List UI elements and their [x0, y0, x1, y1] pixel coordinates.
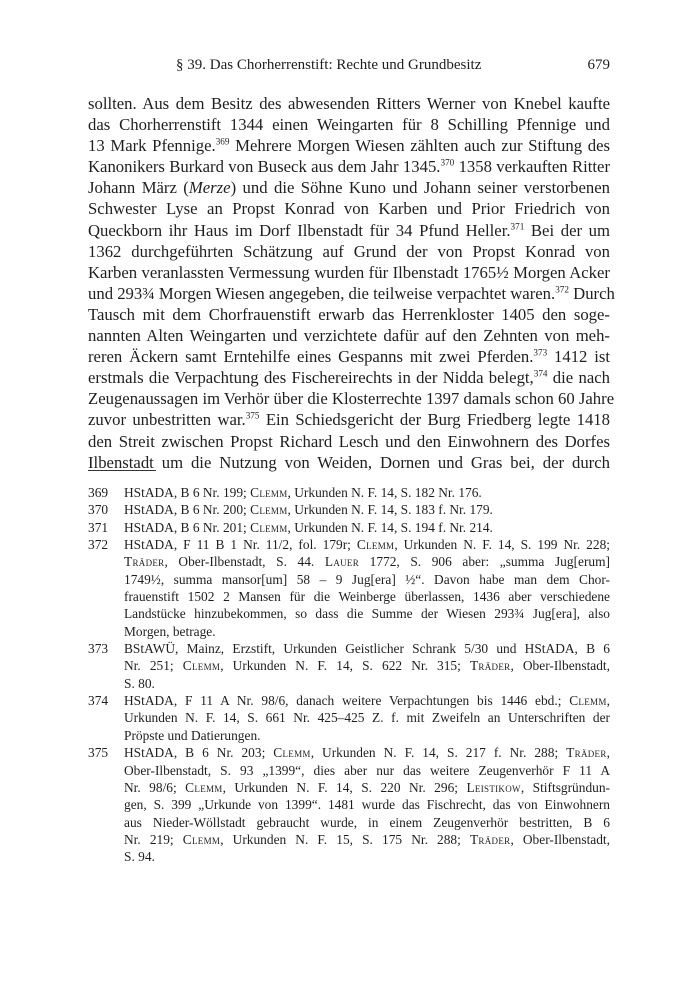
text-run: 1362 durchgeführten Schätzung auf Grund der von Propst Konrad von: [88, 241, 610, 261]
footnote-line: [124, 588, 610, 605]
body-line: [88, 346, 610, 367]
footnote-line: [124, 692, 610, 709]
text-run: Johann März (: [88, 178, 189, 198]
footnotes: [88, 484, 610, 866]
body-line: [88, 262, 610, 283]
text-run: Zeugenaussagen im Verhör über die Klosterrechte 1397 damals schon 60 Jahre: [88, 389, 615, 409]
text-run: Tausch mit dem Chorfrauenstift erwarb das Herrenkloster 1405 den soge-: [88, 304, 610, 324]
body-line: [88, 156, 610, 177]
text-run: ,: [606, 693, 610, 709]
footnote-line: [124, 709, 610, 726]
body-line: [88, 409, 610, 430]
text-run: Landstücke hinzubekommen, so dass die Summe der Wiesen 293¾ Jug[era], also: [124, 606, 610, 622]
author-name: Clemm: [250, 502, 288, 518]
text-run: HStADA, F 11 B 1 Nr. 11/2, fol. 179r;: [124, 537, 357, 553]
text-run: Karben veranlassten Vermessung wurden für Ilbenstadt 1765½ Morgen Acker: [88, 262, 610, 282]
text-run: zuvor unbestritten war.: [88, 410, 246, 430]
text-run: den Streit zwischen Propst Richard Lesch und den Einwohnern des Dorfes: [88, 431, 610, 451]
author-name: Träder: [124, 554, 165, 570]
body-line: [88, 304, 610, 325]
footnote-line: [124, 553, 610, 570]
text-run: , Stiftsgründun-: [520, 779, 610, 795]
footnote-line: [124, 536, 610, 553]
text-run: ,: [606, 745, 610, 761]
body-line: [88, 388, 615, 409]
text-run: frauenstift 1502 2 Mansen für die Weinberge überlassen, 1436 aber verschiedene: [124, 589, 610, 605]
text-run: , Urkunden N. F. 14, S. 182 Nr. 176.: [287, 485, 482, 500]
footnote-number: 370: [88, 502, 109, 518]
footnote-reference: 370: [440, 157, 455, 168]
author-name: Träder: [469, 658, 511, 674]
footnote-line: [124, 848, 610, 865]
text-run: nannten Alten Weingarten und verzichtete dafür auf den Zehnten von meh-: [88, 326, 610, 346]
footnote-line: [124, 640, 610, 657]
text-run: , Urkunden N. F. 14, S. 217 f. Nr. 288;: [310, 745, 567, 761]
footnote: [88, 640, 610, 692]
author-name: Clemm: [182, 658, 221, 674]
text-run: S. 80.: [124, 675, 155, 691]
footnote-line: [124, 727, 610, 744]
footnote: [88, 519, 610, 536]
text-run: Mehrere Morgen Wiesen zählten auch zur Stiftung des: [229, 136, 610, 156]
text-run: Urkunden N. F. 14, S. 661 Nr. 425–425 Z. f. mit Zweifeln an Unterschriften der: [124, 710, 610, 726]
text-run: , Urkunden N. F. 14, S. 622 Nr. 315;: [220, 658, 470, 674]
footnote: [88, 501, 610, 518]
main-text: [88, 93, 615, 473]
footnote-number: 375: [88, 745, 109, 761]
running-header: [88, 54, 610, 76]
footnote-reference: 371: [510, 221, 525, 231]
text-run: HStADA, B 6 Nr. 200;: [124, 502, 251, 518]
text-run: sollten. Aus dem Besitz des abwesenden Ritters Werner von Knebel kaufte: [88, 94, 610, 113]
footnote-line: [124, 814, 610, 831]
text-run: Ein Schiedsgericht der Burg Friedberg legte 1418: [259, 410, 610, 430]
footnote-line: [124, 484, 610, 501]
author-name: Träder: [469, 831, 511, 847]
footnote-number: 372: [88, 537, 109, 553]
footnote-line: [124, 675, 610, 692]
body-line: [88, 114, 610, 135]
author-name: Clemm: [356, 537, 395, 553]
body-line: [88, 283, 615, 304]
text-run: Pröpste und Datierungen.: [124, 727, 261, 743]
footnote-line: [124, 796, 610, 813]
footnote-reference: 374: [533, 368, 548, 379]
text-run: HStADA, F 11 A Nr. 98/6, danach weitere Verpachtungen bis 1446 ebd.;: [124, 693, 570, 709]
text-run: Ober-Ilbenstadt, S. 93 „1399“, dies aber nur das weitere Zeugenverhör F 11 A: [124, 762, 610, 778]
italic-text: Merze: [188, 178, 231, 198]
footnote-number: 371: [88, 519, 109, 535]
text-run: 13 Mark Pfennige.: [88, 136, 216, 156]
footnote-line: [124, 501, 610, 518]
body-line: [88, 367, 610, 388]
footnote: [88, 484, 610, 501]
footnote-line: [124, 744, 610, 761]
text-run: Nr. 98/6;: [124, 779, 186, 795]
text-run: , Urkunden N. F. 14, S. 199 Nr. 228;: [394, 537, 610, 553]
body-line: [88, 431, 610, 452]
footnote-line: [124, 762, 610, 779]
page-number: 679: [587, 57, 610, 73]
body-line: [88, 93, 610, 114]
text-run: , Urkunden N. F. 15, S. 175 Nr. 288;: [220, 831, 470, 847]
text-run: Nr. 219;: [124, 831, 183, 847]
body-line: [88, 135, 610, 156]
footnote-line: [124, 831, 610, 848]
footnote-line: [124, 519, 610, 536]
text-run: erstmals die Verpachtung des Fischereirechts in der Nidda belegt,: [88, 368, 534, 388]
body-line: [88, 241, 610, 262]
author-name: Lauer: [324, 554, 360, 570]
text-run: S. 94.: [124, 849, 155, 865]
text-run: gen, S. 399 „Urkunde von 1399“. 1481 wurde das Fischrecht, das von Einwohnern: [124, 797, 610, 813]
footnote-number: 374: [88, 693, 109, 709]
text-run: Bei der um: [524, 220, 610, 240]
text-run: , Urkunden N. F. 14, S. 183 f. Nr. 179.: [287, 502, 493, 518]
footnote-reference: 369: [215, 136, 230, 147]
footnote-line: [124, 571, 610, 588]
running-title: § 39. Das Chorherrenstift: Rechte und Grundbesitz: [176, 57, 482, 73]
text-run: HStADA, B 6 Nr. 203;: [124, 745, 274, 761]
author-name: Clemm: [182, 831, 221, 847]
author-name: Leistikow: [466, 779, 521, 795]
text-run: die nach: [547, 368, 610, 388]
footnote-number: 369: [88, 485, 109, 500]
body-line: [88, 452, 610, 473]
footnote-line: [124, 779, 610, 796]
text-run: Schwester Lyse an Propst Konrad von Karben und Prior Friedrich von: [88, 199, 610, 219]
footnote-reference: 373: [533, 347, 548, 358]
text-run: HStADA, B 6 Nr. 199;: [124, 485, 251, 500]
author-name: Clemm: [185, 779, 223, 795]
footnote-line: [124, 605, 610, 622]
text-run: Morgen, betrage.: [124, 623, 216, 639]
body-line: [88, 198, 610, 219]
footnote-reference: 372: [555, 284, 569, 295]
author-name: Clemm: [273, 745, 311, 761]
body-line: [88, 325, 610, 346]
author-name: Clemm: [569, 693, 607, 709]
text-run: BStAWÜ, Mainz, Erzstift, Urkunden Geistlicher Schrank 5/30 und HStADA, B 6: [124, 641, 610, 657]
footnote: [88, 536, 610, 640]
author-name: Clemm: [250, 519, 288, 535]
text-run: das Chorherrenstift 1344 einen Weingarten für 8 Schilling Pfennige und: [88, 115, 610, 135]
body-line: [88, 220, 610, 241]
footnote-number: 373: [88, 641, 109, 657]
author-name: Clemm: [250, 485, 288, 500]
text-run: , Ober-Ilbenstadt, S. 44.: [164, 554, 325, 570]
text-run: ) und die Söhne Kuno und Johann seiner verstorbenen: [230, 178, 610, 198]
text-run: Kanonikers Burkard von Buseck aus dem Jahr 1345.: [88, 157, 441, 177]
body-line: [88, 177, 610, 198]
text-run: , Ober-Ilbenstadt,: [510, 658, 611, 674]
footnote-line: [124, 623, 610, 640]
text-run: 1412 ist: [547, 347, 610, 367]
text-run: , Ober-Ilbenstadt,: [510, 831, 611, 847]
text-run: aus Nieder-Wöllstadt gebraucht wurde, in einem Zeugenverhör bestritten, B 6: [124, 814, 610, 830]
text-run: HStADA, B 6 Nr. 201;: [124, 519, 251, 535]
author-name: Träder: [566, 745, 607, 761]
text-run: 1749½, summa mansor[um] 58 – 9 Jug[era] ½“. Davon habe man dem Chor-: [124, 571, 610, 587]
text-run: 1358 verkauften Ritter: [454, 157, 610, 177]
footnote-line: [124, 657, 610, 674]
text-run: Nr. 251;: [124, 658, 183, 674]
footnote-separator: [88, 470, 156, 471]
text-run: und 293¾ Morgen Wiesen angegeben, die teilweise verpachtet waren.: [88, 283, 556, 303]
text-run: , Urkunden N. F. 14, S. 220 Nr. 296;: [222, 779, 467, 795]
footnote-reference: 375: [245, 410, 260, 421]
footnote: [88, 692, 610, 744]
text-run: Queckborn ihr Haus im Dorf Ilbenstadt für 34 Pfund Heller.: [88, 220, 511, 240]
text-run: Ilbenstadt um die Nutzung von Weiden, Dornen und Gras bei, der durch: [88, 452, 610, 472]
text-run: reren Äckern samt Erntehilfe eines Gespanns mit zwei Pferden.: [88, 347, 534, 367]
text-run: 1772, S. 906 aber: „summa Jug[erum]: [359, 554, 610, 570]
text-run: , Urkunden N. F. 14, S. 194 f. Nr. 214.: [287, 519, 493, 535]
footnote: [88, 744, 610, 865]
text-run: Durch: [568, 283, 615, 303]
